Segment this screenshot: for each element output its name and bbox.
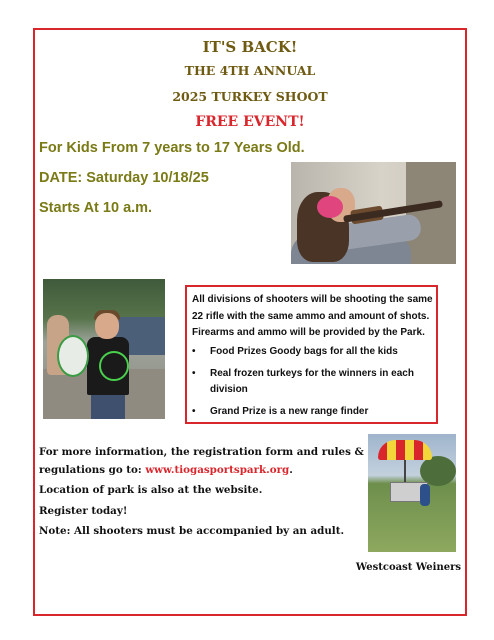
photo-hot-dog-stand — [368, 434, 456, 552]
headline-free-event: FREE EVENT! — [195, 114, 305, 130]
website-line: regulations go to: www.tiogasportspark.org. — [39, 464, 293, 476]
headline-event-name: 2025 TURKEY SHOOT — [172, 89, 328, 104]
adult-note-text: Note: All shooters must be accompanied by an adult. — [39, 525, 345, 537]
headline-annual: THE 4TH ANNUAL — [184, 63, 316, 78]
start-time-text: Starts At 10 a.m. — [39, 200, 153, 216]
rules-paragraph: All divisions of shooters will be shooting the same 22 rifle with the same ammo and amount of shots. Firearms and ammo will be provided by the Park. — [192, 294, 433, 338]
bullet-icon: • — [192, 346, 196, 357]
headline-its-back: IT'S BACK! — [202, 38, 298, 56]
photo-boy-with-turkey — [43, 279, 165, 419]
list-item: • Real frozen turkeys for the winners in each division — [192, 368, 414, 395]
location-text: Location of park is also at the website. — [39, 484, 263, 496]
bullet-icon: • — [192, 368, 196, 379]
bullet-icon: • — [192, 406, 196, 417]
more-info-text: For more information, the registration form and rules & — [39, 446, 364, 458]
website-link[interactable]: www.tiogasportspark.org — [145, 464, 290, 476]
register-text: Register today! — [39, 505, 128, 517]
event-date-text: DATE: Saturday 10/18/25 — [39, 170, 209, 186]
list-item: • Grand Prize is a new range finder — [192, 404, 436, 420]
photo-caption: Westcoast Weiners — [355, 562, 461, 573]
event-info-box — [185, 285, 438, 424]
perks-list — [192, 344, 436, 420]
list-item: • Food Prizes Goody bags for all the kids — [192, 344, 436, 360]
photo-girl-shooting-rifle — [291, 162, 456, 264]
age-range-text: For Kids From 7 years to 17 Years Old. — [39, 140, 305, 156]
